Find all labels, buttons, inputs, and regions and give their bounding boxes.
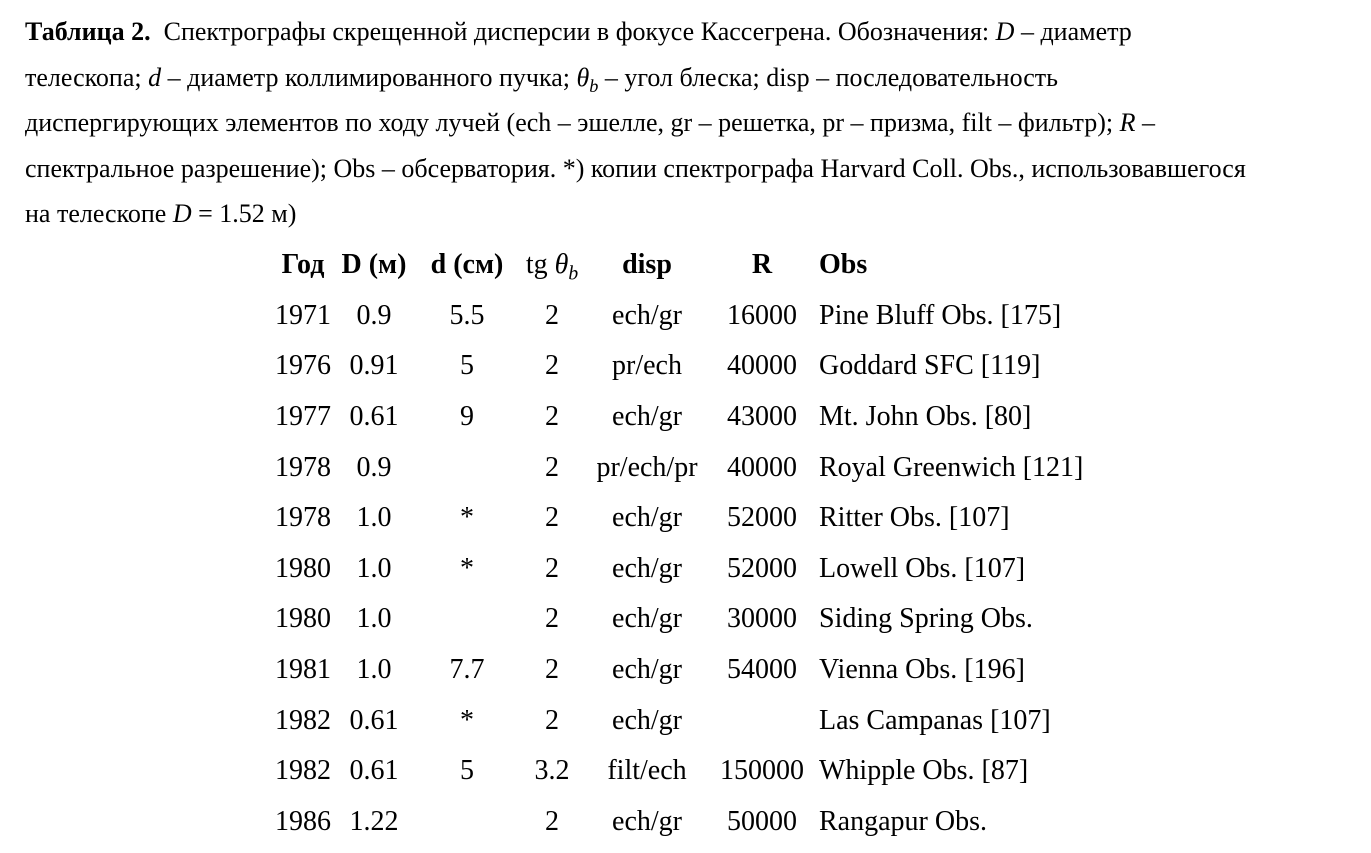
caption-text: телескопа; — [25, 62, 149, 92]
cell-telescope-diameter: 0.91 — [349, 350, 399, 382]
cell-blaze-angle: 2 — [545, 654, 559, 686]
cell-blaze-angle: 2 — [545, 299, 559, 331]
tg-label: tg — [525, 249, 548, 281]
cell-disp: ech/gr — [612, 654, 682, 686]
cell-telescope-diameter: 0.9 — [356, 451, 392, 483]
cell-resolution — [710, 695, 814, 746]
math-var-D: D — [995, 17, 1015, 46]
caption-text: Спектрографы скрещенной дисперсии в фокусе Кассегрена. Обозначения: — [163, 17, 996, 46]
caption-line-1 — [25, 9, 1246, 55]
cell-disp: pr/ech/pr — [596, 451, 698, 483]
cell-observatory: Siding Spring Obs. — [819, 603, 1033, 635]
table-row — [272, 594, 1083, 645]
cell-year: 1986 — [275, 805, 331, 837]
cell-beam-diameter: 5.5 — [449, 299, 485, 331]
cell-blaze-angle: 2 — [545, 805, 559, 837]
table-caption — [25, 9, 1246, 237]
cell-observatory: Mt. John Obs. [80] — [819, 401, 1032, 433]
cell-observatory: Ritter Obs. [107] — [819, 502, 1010, 534]
cell-beam-diameter: 9 — [460, 401, 474, 433]
cell-disp: ech/gr — [612, 805, 682, 837]
cell-beam-diameter: 5 — [460, 755, 474, 787]
cell-disp: ech/gr — [612, 299, 682, 331]
cell-resolution: 54000 — [727, 654, 797, 686]
caption-text: – угол блеска; disp – последовательность — [598, 62, 1058, 92]
theta-icon: θ — [554, 249, 569, 281]
caption-line-5 — [25, 191, 1246, 237]
spectrographs-table — [272, 240, 1083, 847]
table-header-row — [272, 240, 1083, 291]
cell-resolution: 43000 — [727, 401, 797, 433]
cell-resolution: 40000 — [727, 451, 797, 483]
theta-subscript: b — [568, 263, 579, 285]
cell-telescope-diameter: 1.0 — [356, 502, 392, 534]
math-var-R: R — [1119, 108, 1136, 138]
table-row — [272, 341, 1083, 392]
spectrographs-table-wrap — [272, 240, 1083, 847]
caption-label: Таблица 2. — [25, 17, 151, 46]
cell-disp: ech/gr — [612, 552, 682, 584]
cell-year: 1982 — [275, 755, 331, 787]
cell-telescope-diameter: 0.61 — [349, 401, 399, 433]
cell-beam-diameter — [414, 442, 520, 493]
table-row — [272, 493, 1083, 544]
table-row — [272, 442, 1083, 493]
column-header-observatory: Obs — [819, 249, 868, 281]
cell-observatory: Goddard SFC [119] — [819, 350, 1041, 382]
column-header-disp: disp — [622, 249, 672, 281]
cell-resolution: 150000 — [720, 755, 804, 787]
cell-disp: ech/gr — [612, 603, 682, 635]
caption-line-4 — [25, 146, 1246, 192]
header-row — [272, 240, 1083, 291]
column-header-year: Год — [281, 249, 325, 281]
cell-year: 1982 — [275, 704, 331, 736]
cell-telescope-diameter: 0.61 — [349, 755, 399, 787]
cell-telescope-diameter: 1.0 — [356, 654, 392, 686]
caption-text: на телескопе — [25, 199, 173, 229]
cell-telescope-diameter: 0.61 — [349, 704, 399, 736]
caption-text: диспергирующих элементов по ходу лучей (ech – эшелле, gr – решетка, pr – призма, filt – фильтр); — [25, 108, 1120, 138]
column-header-beam-diameter: d (см) — [430, 249, 504, 281]
cell-resolution: 16000 — [727, 299, 797, 331]
caption-text: – диаметр — [1014, 17, 1132, 46]
cell-year: 1976 — [275, 350, 331, 382]
table-body — [272, 291, 1083, 848]
cell-telescope-diameter: 1.22 — [349, 805, 399, 837]
cell-year: 1978 — [275, 451, 331, 483]
table-row — [272, 645, 1083, 696]
cell-blaze-angle: 2 — [545, 451, 559, 483]
cell-year: 1971 — [275, 299, 331, 331]
caption-text: – — [1135, 108, 1155, 138]
cell-blaze-angle: 2 — [545, 401, 559, 433]
caption-line-3 — [25, 100, 1246, 146]
cell-observatory: Whipple Obs. [87] — [819, 755, 1029, 787]
cell-year: 1978 — [275, 502, 331, 534]
cell-beam-diameter: 5 — [460, 350, 474, 382]
cell-resolution: 40000 — [727, 350, 797, 382]
cell-observatory: Rangapur Obs. — [819, 805, 987, 837]
table-row — [272, 797, 1083, 848]
cell-observatory: Royal Greenwich [121] — [819, 451, 1084, 483]
cell-resolution: 52000 — [727, 502, 797, 534]
column-header-telescope-diameter: D (м) — [341, 249, 407, 281]
cell-observatory: Las Campanas [107] — [819, 704, 1051, 736]
cell-telescope-diameter: 1.0 — [356, 552, 392, 584]
cell-observatory: Pine Bluff Obs. [175] — [819, 299, 1062, 331]
cell-blaze-angle: 3.2 — [534, 755, 570, 787]
cell-blaze-angle: 2 — [545, 704, 559, 736]
cell-beam-diameter — [414, 797, 520, 848]
cell-observatory: Lowell Obs. [107] — [819, 552, 1026, 584]
table-row — [272, 695, 1083, 746]
caption-text: = 1.52 м) — [191, 199, 297, 229]
cell-beam-diameter: * — [460, 502, 474, 534]
cell-resolution: 30000 — [727, 603, 797, 635]
math-var-theta: θ — [576, 62, 590, 92]
cell-telescope-diameter: 1.0 — [356, 603, 392, 635]
cell-disp: ech/gr — [612, 401, 682, 433]
cell-blaze-angle: 2 — [545, 350, 559, 382]
cell-beam-diameter: * — [460, 552, 474, 584]
cell-beam-diameter: 7.7 — [449, 654, 485, 686]
caption-text: – диаметр коллимированного пучка; — [161, 62, 577, 92]
math-var-theta-sub: b — [589, 75, 599, 96]
math-var-D: D — [172, 199, 192, 229]
caption-line-2 — [25, 55, 1246, 101]
cell-disp: filt/ech — [607, 755, 687, 787]
cell-disp: ech/gr — [612, 502, 682, 534]
cell-beam-diameter — [414, 594, 520, 645]
cell-blaze-angle: 2 — [545, 552, 559, 584]
caption-text: спектральное разрешение); Obs – обсерватория. *) копии спектрографа Harvard Coll. Obs., использовавшегося — [25, 153, 1246, 183]
cell-resolution: 52000 — [727, 552, 797, 584]
cell-disp: ech/gr — [612, 704, 682, 736]
cell-blaze-angle: 2 — [545, 603, 559, 635]
cell-telescope-diameter: 0.9 — [356, 299, 392, 331]
table-row — [272, 746, 1083, 797]
cell-beam-diameter: * — [460, 704, 474, 736]
column-header-resolution: R — [751, 249, 773, 281]
cell-year: 1981 — [275, 654, 331, 686]
column-header-blaze-angle — [520, 240, 584, 291]
cell-blaze-angle: 2 — [545, 502, 559, 534]
table-row — [272, 544, 1083, 595]
cell-year: 1980 — [275, 552, 331, 584]
cell-disp: pr/ech — [612, 350, 682, 382]
cell-year: 1977 — [275, 401, 331, 433]
cell-year: 1980 — [275, 603, 331, 635]
table-row — [272, 392, 1083, 443]
table-row — [272, 291, 1083, 342]
cell-resolution: 50000 — [727, 805, 797, 837]
cell-observatory: Vienna Obs. [196] — [819, 654, 1025, 686]
math-var-d: d — [148, 62, 162, 92]
